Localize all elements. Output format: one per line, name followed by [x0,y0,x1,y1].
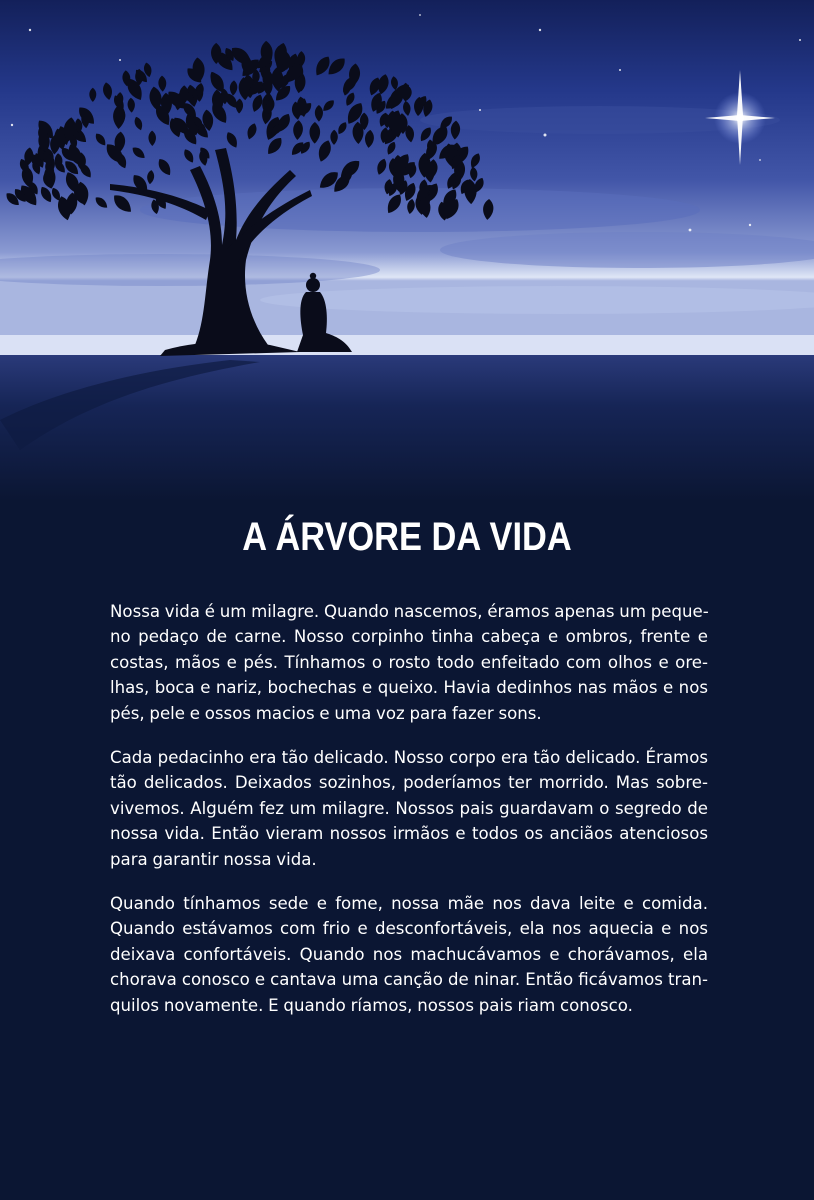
text-line: pés, pele e ossos macios e uma voz para fazer sons. [110,703,542,723]
text-line: chorava conosco e cantava uma canção de ninar. Então ficávamos tran- [110,970,708,990]
text-line: tão delicados. Deixados sozinhos, poderíamos ter morrido. Mas sobre- [110,773,708,793]
text-line: lhas, boca e nariz, bochechas e queixo. Havia dedinhos nas mãos e nos [110,678,708,698]
text-line: Nossa vida é um milagre. Quando nascemos, éramos apenas um peque- [110,602,709,621]
body-text [110,599,708,1037]
page-title: A ÁRVORE DA VIDA [242,515,572,559]
text-line: Quando estávamos com frio e desconfortáveis, ela nos aquecia e nos [110,919,708,939]
text-line: para garantir nossa vida. [110,849,317,869]
text-line: costas, mãos e pés. Tínhamos o rosto todo enfeitado com olhos e ore- [110,652,708,672]
text-line: quilos novamente. E quando ríamos, nossos pais riam conosco. [110,995,633,1015]
text-line: deixava confortáveis. Quando nos machucávamos e chorávamos, ela [110,944,708,964]
tree-illustration [0,0,814,500]
paragraph [110,745,708,872]
text-line: no pedaço de carne. Nosso corpinho tinha cabeça e ombros, frente e [110,627,708,647]
text-line: nossa vida. Então vieram nossos irmãos e todos os anciãos atenciosos [110,824,708,844]
text-line: Cada pedacinho era tão delicado. Nosso corpo era tão delicado. Éramos [110,748,708,768]
paragraph [110,599,708,726]
paragraph [110,891,708,1018]
text-line: vivemos. Alguém fez um milagre. Nossos pais guardavam o segredo de [110,798,708,818]
text-line: Quando tínhamos sede e fome, nossa mãe nos dava leite e comida. [110,894,708,914]
